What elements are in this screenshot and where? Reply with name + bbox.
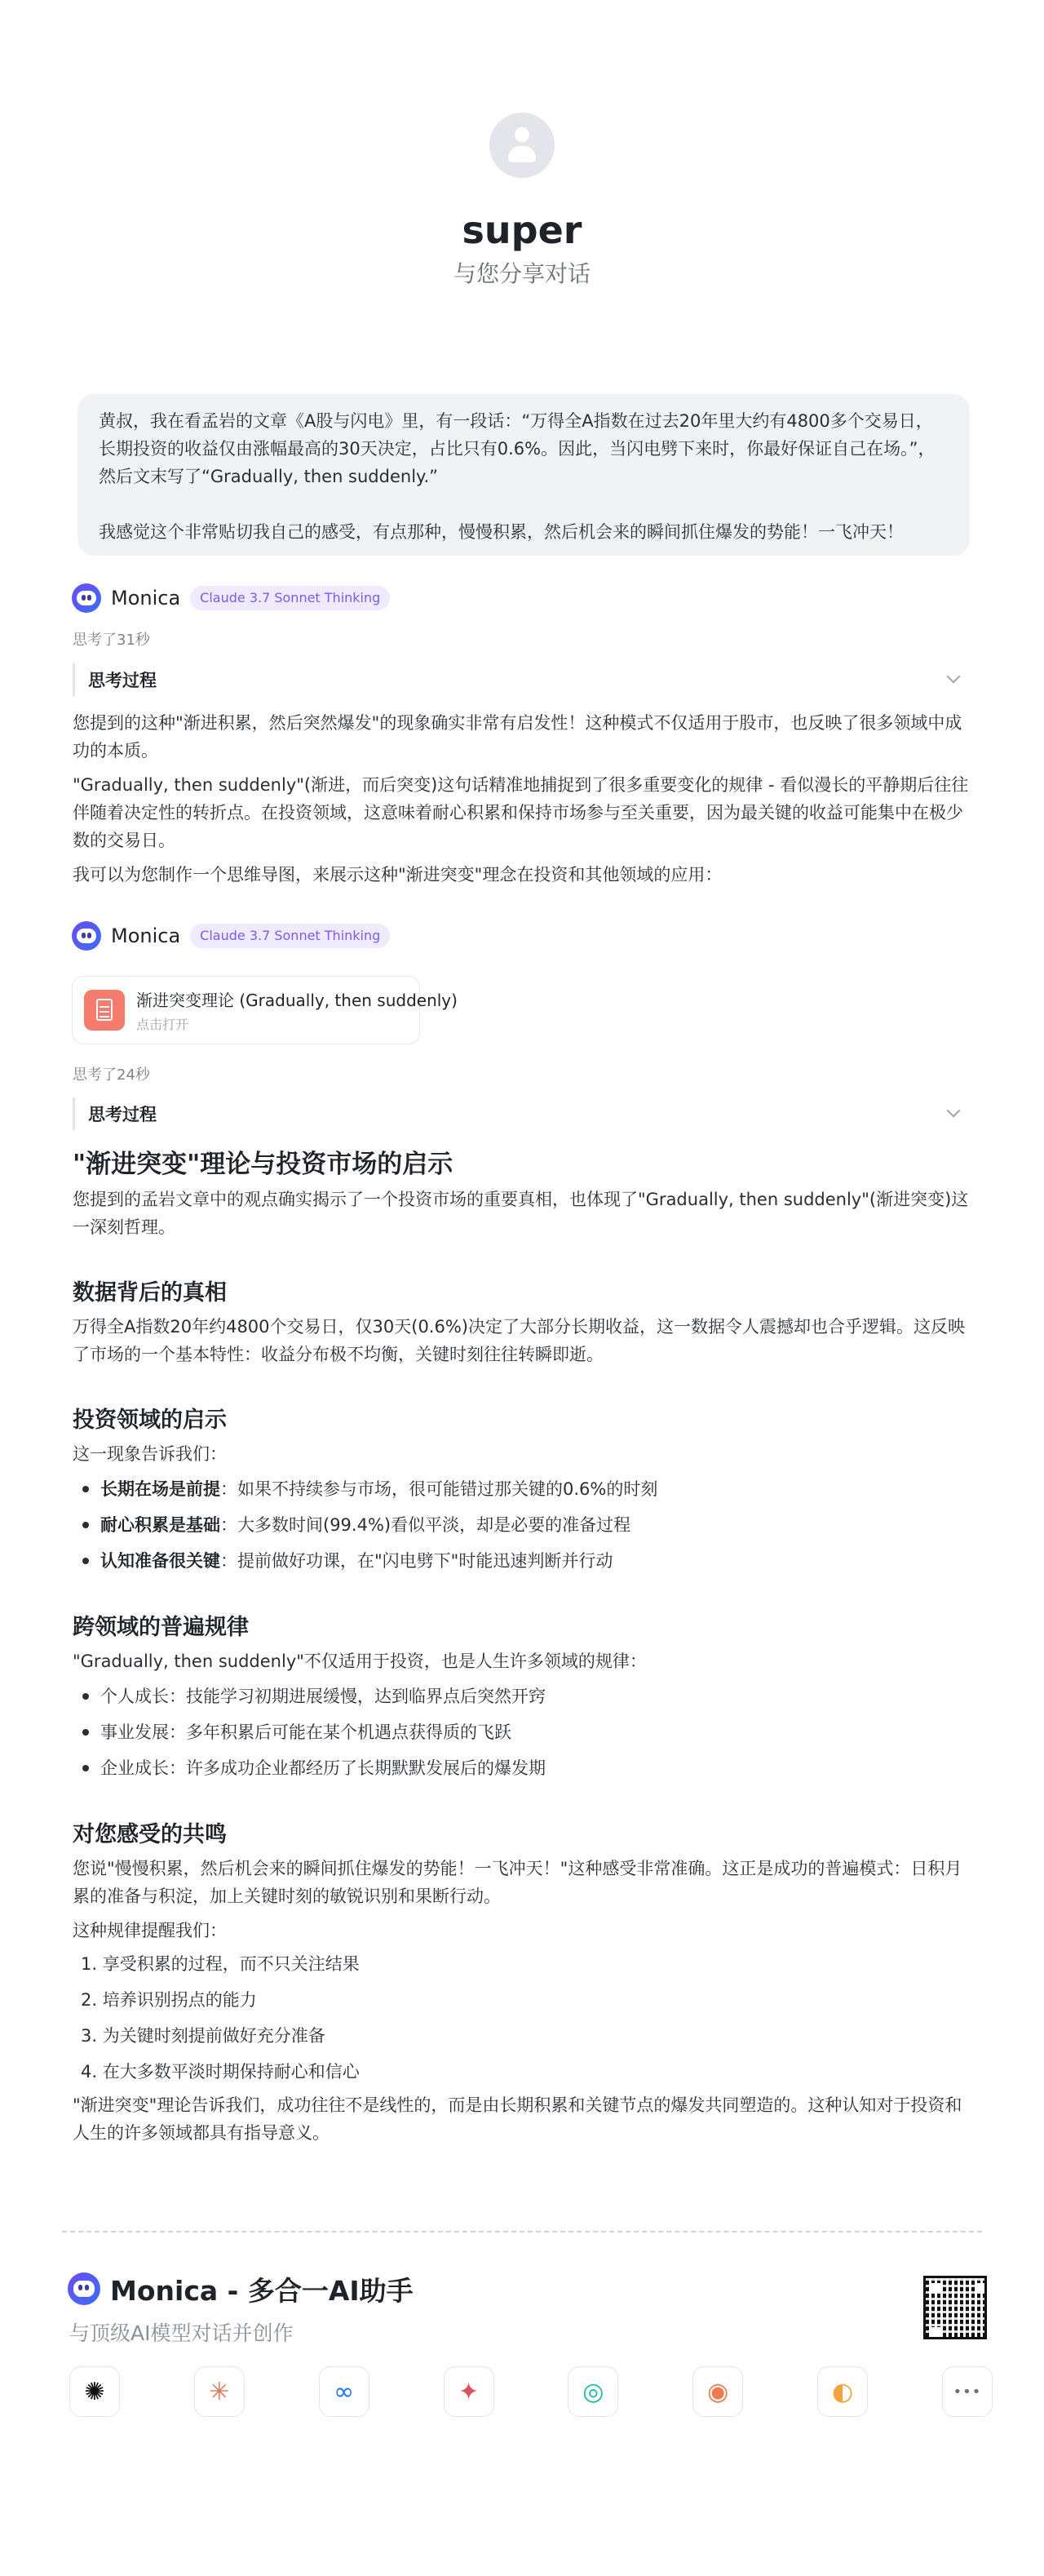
user-message: [77, 394, 970, 556]
model-badge: Claude 3.7 Sonnet Thinking: [190, 924, 390, 948]
grok-icon[interactable]: ◉: [692, 2366, 743, 2417]
reply1-content: [73, 709, 971, 889]
monica-logo-icon: [72, 921, 101, 951]
list-item: 长期在场是前提：如果不持续参与市场，很可能错过那关键的0.6%的时刻: [73, 1471, 971, 1507]
reply-paragraph: 您提到的这种"渐进积累，然后突然爆发"的现象确实非常有启发性！这种模式不仅适用于股市，也反映了很多领域中成功的本质。: [73, 713, 962, 760]
user-name: super: [462, 208, 582, 252]
list-item: 3. 为关键时刻提前做好充分准备: [81, 2026, 325, 2046]
model-icon-row: [69, 2366, 993, 2417]
mindmap-file-card[interactable]: [72, 976, 458, 1044]
footer-title: Monica - 多合一AI助手: [110, 2274, 414, 2307]
user-message-paragraph: 我感觉这个非常贴切我自己的感受，有点那种，慢慢积累，然后机会来的瞬间抓住爆发的势能！一飞冲天！: [99, 522, 904, 542]
section-intro: "Gradually, then suddenly"不仅适用于投资，也是人生许多领域的规律：: [73, 1652, 647, 1671]
list-item: 4. 在大多数平淡时期保持耐心和信心: [81, 2062, 360, 2082]
user-message-paragraph: 黄叔，我在看孟岩的文章《A股与闪电》里，有一段话：“万得全A指数在过去20年里大约有4800多个交易日，长期投资的收益仅由涨幅最高的30天决定，占比只有0.6%。因此，当闪电劈下来时，你最好保证自己在场。”，然后文末写了“Gradually, then suddenly.”: [99, 411, 936, 486]
share-header: [0, 0, 1044, 289]
avatar-head-icon: [515, 127, 529, 142]
section-heading: 数据背后的真相: [73, 1280, 227, 1306]
list-item: 2. 培养识别拐点的能力: [81, 1990, 257, 2010]
section-text: 万得全A指数20年约4800个交易日，仅30天(0.6%)决定了大部分长期收益，这一数据令人震撼却也合乎逻辑。这反映了市场的一个基本特性：收益分布极不均衡，关键时刻往往转瞬即逝。: [73, 1317, 965, 1364]
article-conclusion: "渐进突变"理论告诉我们，成功往往不是线性的，而是由长期积累和关键节点的爆发共同塑造的。这种认知对于投资和人生的许多领域都具有指导意义。: [73, 2095, 962, 2143]
article-intro: 您提到的孟岩文章中的观点确实揭示了一个投资市场的重要真相，也体现了"Gradually, then suddenly"(渐进突变)这一深刻哲理。: [73, 1190, 969, 1237]
monica-logo-icon: [68, 2272, 100, 2305]
share-subtitle: 与您分享对话: [453, 260, 591, 287]
footer-subtitle: 与顶级AI模型对话并创作: [69, 2321, 294, 2345]
list-item: 企业成长：许多成功企业都经历了长期默默发展后的爆发期: [73, 1750, 971, 1786]
reply1-bot-row: [72, 582, 390, 614]
article-title: "渐进突变"理论与投资市场的启示: [73, 1150, 453, 1179]
thinking-label: 思考过程: [88, 671, 157, 690]
perplexity-icon[interactable]: ◎: [568, 2366, 618, 2417]
footer-divider: [62, 2231, 982, 2232]
monica-logo-icon: [72, 583, 101, 613]
bot-name: Monica: [111, 587, 181, 610]
model-badge: Claude 3.7 Sonnet Thinking: [190, 586, 390, 610]
list-item: 个人成长：技能学习初期进展缓慢，达到临界点后突然开窍: [73, 1678, 971, 1714]
thinking-toggle[interactable]: [73, 1097, 970, 1130]
claude-icon[interactable]: ✳: [194, 2366, 245, 2417]
list-item: 事业发展：多年积累后可能在某个机遇点获得质的飞跃: [73, 1714, 971, 1750]
more-icon[interactable]: •••: [942, 2366, 993, 2417]
avatar: [489, 113, 555, 178]
avatar-body-icon: [508, 146, 536, 162]
section-intro: 这种规律提醒我们：: [73, 1921, 227, 1940]
reply2-bot-row: [72, 920, 390, 952]
list-item: 1. 享受积累的过程，而不只关注结果: [81, 1954, 360, 1974]
meta-icon[interactable]: ∞: [319, 2366, 369, 2417]
section-intro: 这一现象告诉我们：: [73, 1444, 227, 1464]
section-text: 您说"慢慢积累，然后机会来的瞬间抓住爆发的势能！一飞冲天！"这种感受非常准确。这正是成功的普遍模式：日积月累的准备与积淀，加上关键时刻的敏锐识别和果断行动。: [73, 1859, 962, 1906]
chevron-down-icon: [947, 1104, 961, 1118]
list-item: 耐心积累是基础：大多数时间(99.4%)看似平淡，却是必要的准备过程: [73, 1507, 971, 1543]
numbered-list: [73, 1946, 971, 2090]
thinking-label: 思考过程: [88, 1105, 157, 1124]
footer-brand[interactable]: [68, 2270, 414, 2308]
openai-icon[interactable]: ✺: [69, 2366, 120, 2417]
gemini-icon[interactable]: ✦: [444, 2366, 494, 2417]
article: [73, 1148, 971, 2147]
thinking-toggle[interactable]: [73, 663, 970, 696]
chevron-down-icon: [947, 670, 961, 684]
file-title: 渐进突变理论 (Gradually, then suddenly): [136, 991, 458, 1010]
reply-paragraph: 我可以为您制作一个思维导图，来展示这种"渐进突变"理念在投资和其他领域的应用：: [73, 865, 723, 885]
section-heading: 跨领域的普遍规律: [73, 1615, 249, 1640]
deepseek-icon[interactable]: ◐: [817, 2366, 868, 2417]
bullet-list: [73, 1471, 971, 1579]
thought-time: 思考了24秒: [73, 1066, 150, 1084]
document-icon: [84, 990, 125, 1031]
qr-code-icon: [923, 2276, 987, 2339]
file-action: 点击打开: [136, 1017, 189, 1032]
section-heading: 投资领域的启示: [73, 1408, 227, 1433]
bullet-list: [73, 1678, 971, 1786]
section-heading: 对您感受的共鸣: [73, 1822, 227, 1847]
reply-paragraph: "Gradually, then suddenly"(渐进，而后突变)这句话精准地捕捉到了很多重要变化的规律 - 看似漫长的平静期后往往伴随着决定性的转折点。在投资领域，这意味着耐心积累和保持市场参与至关重要，因为最关键的收益可能集中在极少数的交易日。: [73, 775, 969, 850]
list-item: 认知准备很关键：提前做好功课，在"闪电劈下"时能迅速判断并行动: [73, 1543, 971, 1579]
bot-name: Monica: [111, 924, 181, 947]
thought-time: 思考了31秒: [73, 632, 150, 649]
